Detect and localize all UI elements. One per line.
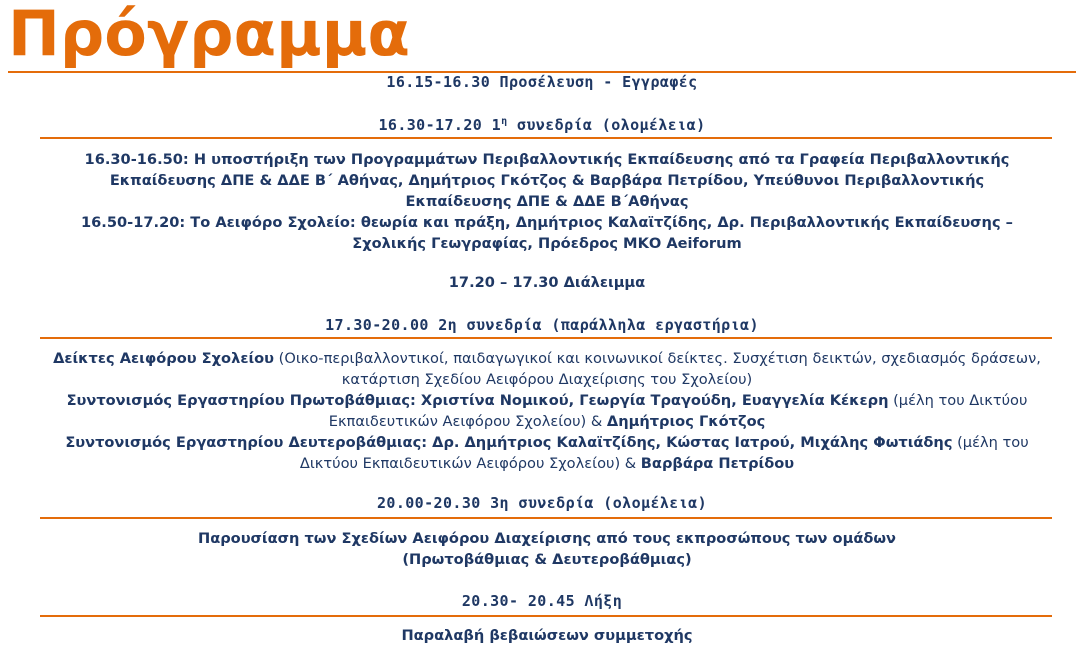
session1-heading [0,116,1084,134]
workshop1-title: Δείκτες Αειφόρου Σχολείου [53,350,275,367]
session3-line-2: (Πρωτοβάθμιας & Δευτεροβάθμιας) [402,551,692,568]
talk1-line-1: 16.30-16.50: Η υποστήριξη των Προγραμμάτων Περιβαλλοντικής Εκπαίδευσης από τα Γραφεία Περιβαλλοντικής [84,151,1010,168]
certificates-line: Παραλαβή βεβαιώσεων συμμετοχής [401,627,693,644]
workshop3-line-1 [20,432,1074,453]
talk2-line-1: 16.50-17.20: Το Αειφόρο Σχολείο: θεωρία και πράξη, Δημήτριος Καλαϊτζίδης, Δρ. Περιβαλλοντικής Εκπαίδευσης – [81,214,1013,231]
workshop3-note: (μέλη του [952,434,1029,451]
session3-divider [40,517,1052,519]
workshop3-line-2 [20,453,1074,474]
session1-heading-sup: η [501,116,508,127]
closing-heading: 20.30- 20.45 Λήξη [461,592,623,610]
session1-heading-text: συνεδρία (ολομέλεια) [507,116,706,134]
workshop3-note-cont: Δικτύου Εκπαιδευτικών Αειφόρου Σχολείου) & [299,455,641,472]
workshop2-line-1 [20,390,1074,411]
session3-line-1: Παρουσίαση των Σχεδίων Αειφόρου Διαχείρισης από τους εκπροσώπους των ομάδων [197,530,896,547]
talk1-line-3: Εκπαίδευσης ΔΠΕ & ΔΔΕ Β΄Αθήνας [405,193,689,210]
workshop2-note: (μέλη του Δικτύου [888,392,1028,409]
workshop3-coordinators: Συντονισμός Εργαστηρίου Δευτεροβάθμιας: Δρ. Δημήτριος Καλαϊτζίδης, Κώστας Ιατρού, Μιχάλης Φωτιάδης [65,434,953,451]
workshop2-extra: Δημήτριος Γκότζος [606,413,766,430]
workshop2-note-cont: Εκπαιδευτικών Αειφόρου Σχολείου) & [328,413,607,430]
workshop1-desc: (Οικο-περιβαλλοντικοί, παιδαγωγικοί και κοινωνικοί δείκτες. Συσχέτιση δεικτών, σχεδιασμός δράσεων, [274,350,1041,367]
session2-divider [40,337,1052,339]
talk1-line-2: Εκπαίδευσης ΔΠΕ & ΔΔΕ Β΄ Αθήνας, Δημήτριος Γκότζος & Βαρβάρα Πετρίδου, Υπεύθυνοι Περιβαλλοντικής [109,172,985,189]
session2-workshops [20,348,1074,474]
session1-talks [20,149,1074,254]
break-line: 17.20 – 17.30 Διάλειμμα [448,274,646,291]
session3-content [20,528,1074,570]
talk2-line-2: Σχολικής Γεωγραφίας, Πρόεδρος ΜΚΟ Aeiforum [352,235,742,252]
session1-heading-time: 16.30-17.20 1 [378,116,502,134]
workshop1-line-1 [20,348,1074,369]
closing-divider [40,615,1052,617]
session1-divider [40,137,1052,139]
workshop2-line-2 [20,411,1074,432]
session3-heading: 20.00-20.30 3η συνεδρία (ολομέλεια) [376,494,708,512]
workshop1-line-2: κατάρτιση Σχεδίου Αειφόρου Διαχείρισης του Σχολείου) [341,371,753,388]
workshop2-coordinators: Συντονισμός Εργαστηρίου Πρωτοβάθμιας: Χριστίνα Νομικού, Γεωργία Τραγούδη, Ευαγγελία Κέκερη [66,392,889,409]
page-title: Πρόγραμμα [8,0,410,70]
session2-heading: 17.30-20.00 2η συνεδρία (παράλληλα εργαστήρια) [325,316,759,334]
arrival-heading: 16.15-16.30 Προσέλευση - Εγγραφές [386,73,698,91]
workshop3-extra: Βαρβάρα Πετρίδου [640,455,795,472]
